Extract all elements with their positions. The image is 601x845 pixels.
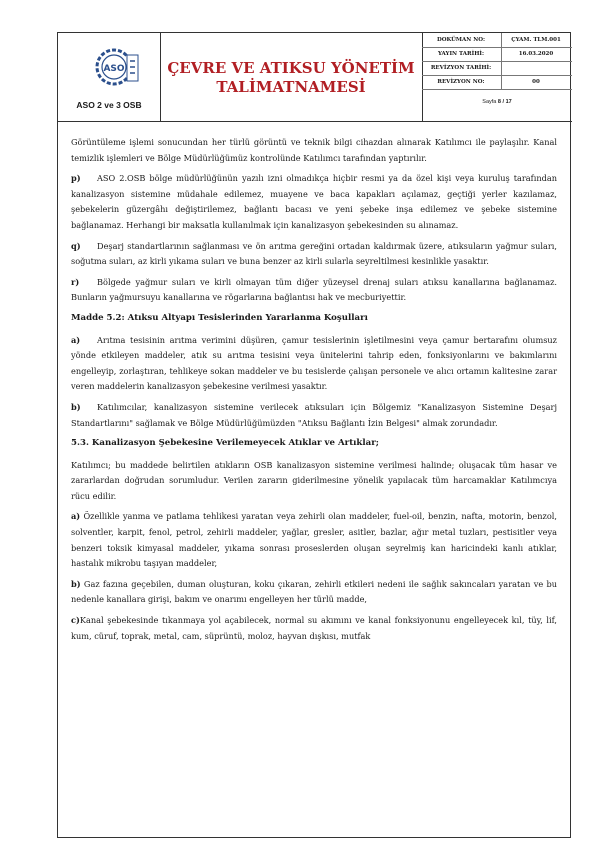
org-caption: ASO 2 ve 3 OSB — [76, 100, 142, 110]
meta-key: REVİZYON TARİHİ: — [430, 65, 492, 71]
clause-text: Katılımcılar, kanalizasyon sistemine verilecek atıksuları için Bölgemiz "Kanalizasyon Sistemine Deşarj Standartlarını" sağlamak ve Bölge Müdürlüğümüzden "Atıksu Bağlantı İzin Belgesi" almak zorundadır. — [71, 401, 557, 428]
logo-cell — [58, 33, 161, 121]
clause-text: Deşarj standartlarının sağlanması ve ön arıtma gereğini ortadan kaldırmak üzere, atıksuların yağmur suları, soğutma suları, az kirli yıkama suları ve buna benzer az kirli sularla seyreltilmesi kesinlikle yasaktır. — [71, 240, 557, 267]
paragraph: Görüntüleme işlemi sonucundan her türlü görüntü ve teknik bilgi cihazdan alınarak Katılımcı ile paylaşılır. Kanal temizlik işlemleri ve Bölge Müdürlüğümüz kontrolünde Katılımcı tarafından yaptırılır. — [71, 137, 557, 163]
svg-text:ASO: ASO — [103, 64, 125, 74]
clause-b — [71, 400, 557, 431]
item-text: Özellikle yanma ve patlama tehlikesi yaratan veya zehirli olan maddeler, fuel-oil, benzin, nafta, motorin, benzol, solventler, karpit, fenol, petrol, zehirli maddeler, yağlar, gresler, asitler, bazlar, ağır metal tuzları, pestisitler veya benzeri toksik kimyasal maddeler, yıkama sonrası proseslerden oluşan seyrelmiş kan haricindeki kanlı atıklar, hastalık mikrobu taşıyan maddeler, — [71, 511, 557, 569]
item-b — [71, 577, 557, 608]
aso-logo-icon — [94, 45, 140, 91]
page-label: Sayfa — [482, 99, 497, 105]
clause-p — [71, 171, 557, 233]
meta-key: DOKÜMAN NO: — [436, 37, 486, 43]
section-heading: Madde 5.2: Atıksu Altyapı Tesislerinden Yararlanma Koşulları — [71, 312, 368, 323]
document-body — [71, 135, 557, 649]
item-label: c) — [71, 615, 80, 626]
title-cell — [160, 33, 423, 121]
paragraph: Katılımcı; bu maddede belirtilen atıkların OSB kanalizasyon sistemine verilmesi halinde; oluşacak tüm hasar ve zararlardan doğrudan sorumludur. Verilen zararın giderilmesine yönelik yapılacak tüm harcamaklar Katılımcıya rücu edilir. — [71, 459, 557, 501]
clause-label: r) — [71, 276, 80, 287]
clause-label: q) — [71, 240, 81, 251]
item-a — [71, 509, 557, 571]
item-label: a) — [71, 511, 81, 522]
page-current: 8 — [497, 99, 501, 105]
clause-label: a) — [71, 334, 81, 345]
meta-row-publish-date — [422, 47, 572, 62]
item-c — [71, 613, 557, 644]
document-title — [160, 59, 422, 97]
clause-label: b) — [71, 401, 81, 412]
title-line-1: ÇEVRE VE ATIKSU YÖNETİM — [167, 59, 415, 77]
item-text: Kanal şebekesinde tıkanmaya yol açabilecek, normal su akımını ve kanal fonksiyonunu engelleyecek kıl, tüy, lif, kum, cüruf, toprak, metal, cam, süprüntü, moloz, hayvan dışkısı, mutfak — [71, 615, 557, 641]
page-number — [422, 99, 572, 105]
meta-value: ÇYAM. TLM.001 — [511, 37, 561, 43]
meta-row-revision-no — [422, 75, 572, 90]
clause-label: p) — [71, 173, 81, 184]
clause-text: ASO 2.OSB bölge müdürlüğünün yazılı izni olmadıkça hiçbir resmi ya da özel kişi veya kuruluş tarafından kanalizasyon sistemine müdahale edilemez, muayene ve baca kapakları açılamaz, geçtiği yerler kazılamaz, şebekelerin güzergâhı değiştirilemez, bağlantı bacası ve yeni şebeke inşa edilemez ve şebeke sistemine bağlanamaz. Herhangi bir maksatla kullanılmak için kanalizasyon şebekesinden su alınamaz. — [71, 173, 557, 230]
clause-a — [71, 333, 557, 395]
page-total: 17 — [505, 99, 512, 105]
document-meta-table — [422, 33, 572, 121]
meta-row-doc-no — [422, 33, 572, 48]
clause-q — [71, 239, 557, 270]
title-line-2: TALİMATNAMESİ — [216, 78, 366, 96]
document-header — [58, 33, 572, 122]
meta-value: 16.03.2020 — [518, 51, 554, 57]
section-heading: 5.3. Kanalizasyon Şebekesine Verilemeyecek Atıklar ve Artıklar; — [71, 438, 379, 449]
clause-text: Arıtma tesisinin arıtma verimini düşüren, çamur tesislerinin işletilmesini veya çamur bertarafını olumsuz yönde etkileyen maddeler, atık su arıtma tesisini veya ünitelerini tahrip eden, fonksiyonlarını ve bakımlarını engelleyip, zorlaştıran, tehlikeye sokan maddeler ve bu tesislerde çalışan personele ve alıcı ortamın kalitesine zarar veren maddelerin kanalizasyon şebekesine verilmesi yasaktır. — [71, 334, 557, 392]
page-separator: / — [502, 99, 505, 105]
clause-text: Bölgede yağmur suları ve kirli olmayan tüm diğer yüzeysel drenaj suları atıksu kanallarına bağlanamaz. Bunların yağmursuyu kanallarına ve rögarlarına bağlantısı hak ve mecburiyettir. — [71, 276, 557, 303]
meta-key: YAYIN TARİHİ: — [437, 51, 484, 57]
clause-r — [71, 275, 557, 306]
meta-key: REVİZYON NO: — [437, 79, 485, 85]
item-text: Gaz fazına geçebilen, duman oluşturan, koku çıkaran, zehirli etkileri nedeni ile sağlık sakıncaları yaratan ve bu nedenle kanallara girişi, bakım ve onarımı engelleyen her türlü madde, — [71, 578, 557, 605]
meta-value: 00 — [532, 79, 540, 85]
item-label: b) — [71, 578, 81, 589]
meta-row-revision-date — [422, 61, 572, 76]
